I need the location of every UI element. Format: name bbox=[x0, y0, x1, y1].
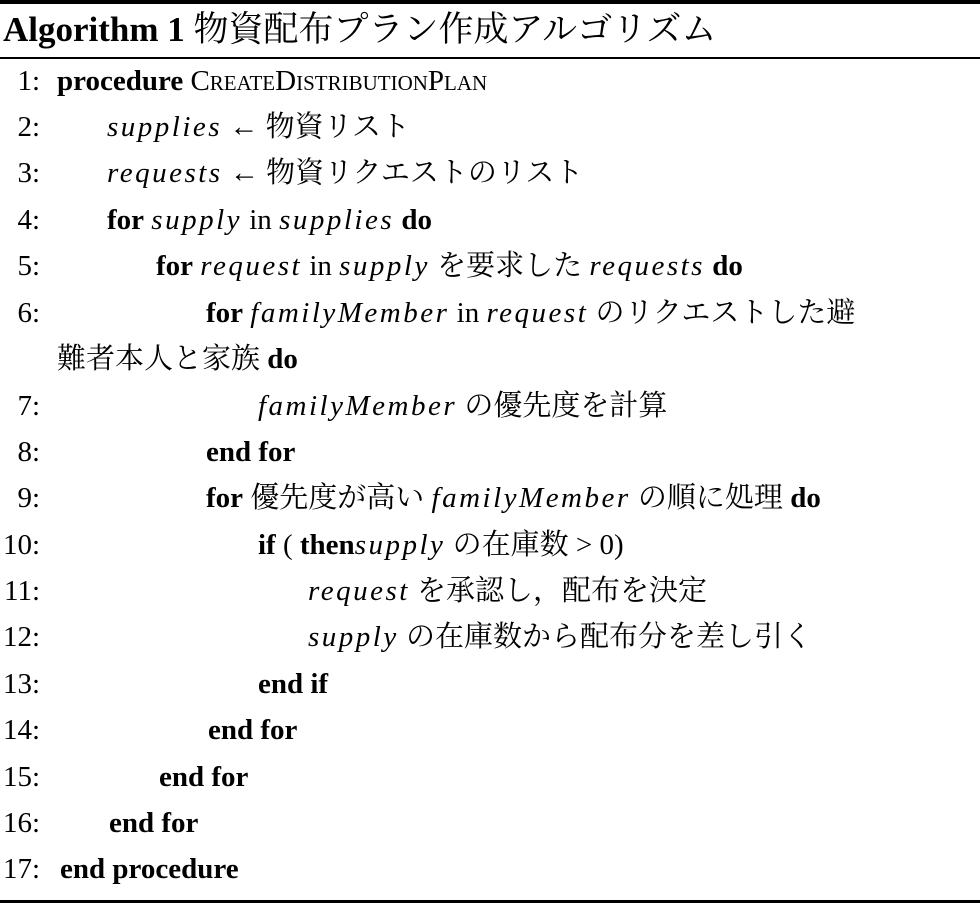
paren: ( bbox=[282, 529, 293, 561]
keyword-procedure: procedure bbox=[57, 65, 184, 97]
assign-arrow: ← bbox=[229, 111, 259, 143]
line-number: 1: bbox=[17, 65, 40, 97]
code-line-6-continuation bbox=[57, 336, 298, 382]
line-number: 2: bbox=[17, 111, 40, 143]
line-content bbox=[107, 104, 410, 150]
variable: familyMember bbox=[258, 390, 458, 422]
statement-text: の在庫数 > 0) bbox=[452, 529, 624, 561]
algorithm-label: Algorithm 1 bbox=[3, 10, 185, 49]
variable: familyMember bbox=[431, 482, 631, 514]
keyword-end-for: end for bbox=[159, 761, 249, 793]
assign-arrow: ← bbox=[229, 157, 259, 189]
line-number: 13: bbox=[2, 668, 40, 700]
line-number: 9: bbox=[17, 482, 40, 514]
statement-text: 優先度が高い bbox=[250, 482, 425, 514]
top-rule bbox=[0, 0, 980, 4]
statement-text: の順に処理 bbox=[637, 482, 783, 514]
keyword-if: if bbox=[258, 529, 276, 561]
statement-text: を承認し，配布を決定 bbox=[417, 575, 708, 607]
algorithm-caption bbox=[3, 6, 716, 54]
statement-text: 物資リスト bbox=[265, 111, 410, 143]
keyword-for: for bbox=[206, 297, 244, 329]
line-content bbox=[258, 383, 667, 429]
line-content bbox=[206, 290, 855, 336]
variable: supply bbox=[308, 621, 399, 653]
line-number: 11: bbox=[4, 575, 40, 607]
keyword-in: in bbox=[456, 297, 480, 329]
line-number: 16: bbox=[2, 807, 40, 839]
line-number: 8: bbox=[17, 436, 40, 468]
bottom-rule bbox=[0, 900, 980, 903]
keyword-do: do bbox=[790, 482, 821, 514]
variable: supplies bbox=[107, 111, 223, 143]
keyword-in: in bbox=[309, 250, 332, 282]
statement-text: のリクエストした避 bbox=[595, 297, 856, 329]
line-number: 5: bbox=[17, 250, 40, 282]
line-number: 14: bbox=[2, 714, 40, 746]
line-content bbox=[308, 568, 707, 614]
variable: request bbox=[200, 250, 303, 282]
keyword-end-if: end if bbox=[258, 668, 329, 700]
statement-text: を要求した bbox=[437, 250, 583, 282]
line-number: 10: bbox=[2, 529, 40, 561]
procedure-name: CREATEDISTRIBUTIONPLAN bbox=[190, 65, 488, 97]
algorithm-title: 物資配布プラン作成アルゴリズム bbox=[193, 10, 717, 49]
variable: familyMember bbox=[250, 297, 450, 329]
keyword-for: for bbox=[107, 204, 145, 236]
variable: requests bbox=[589, 250, 705, 282]
keyword-do: do bbox=[401, 204, 433, 236]
keyword-end-for: end for bbox=[208, 714, 298, 746]
line-number: 3: bbox=[17, 157, 40, 189]
line-content bbox=[308, 614, 812, 660]
keyword-end-procedure: end procedure bbox=[60, 853, 239, 885]
variable: supplies bbox=[279, 204, 395, 236]
line-content bbox=[107, 197, 432, 243]
line-content bbox=[57, 58, 487, 106]
keyword-in: in bbox=[249, 204, 272, 236]
statement-text: 物資リクエストのリスト bbox=[266, 157, 584, 189]
keyword-for: for bbox=[156, 250, 194, 282]
variable: supply bbox=[151, 204, 242, 236]
statement-text: の優先度を計算 bbox=[464, 390, 668, 422]
line-number: 17: bbox=[2, 853, 40, 885]
keyword-then: then bbox=[299, 529, 355, 561]
line-content bbox=[258, 522, 624, 568]
variable: supply bbox=[354, 529, 446, 561]
keyword-do: do bbox=[712, 250, 743, 282]
line-content bbox=[107, 150, 583, 196]
line-number: 7: bbox=[17, 390, 40, 422]
keyword-for: for bbox=[206, 482, 244, 514]
line-number: 6: bbox=[17, 297, 40, 329]
keyword-end-for: end for bbox=[206, 436, 296, 468]
variable: request bbox=[308, 575, 410, 607]
keyword-end-for: end for bbox=[109, 807, 199, 839]
line-content bbox=[206, 475, 821, 521]
line-number: 4: bbox=[17, 204, 40, 236]
line-number: 15: bbox=[2, 761, 40, 793]
keyword-do: do bbox=[267, 343, 298, 375]
variable: supply bbox=[339, 250, 430, 282]
statement-text: 難者本人と家族 bbox=[57, 343, 261, 375]
variable: requests bbox=[107, 157, 223, 189]
variable: request bbox=[486, 297, 589, 329]
statement-text: の在庫数から配布分を差し引く bbox=[405, 621, 812, 653]
line-content bbox=[156, 243, 743, 289]
line-number: 12: bbox=[2, 621, 40, 653]
